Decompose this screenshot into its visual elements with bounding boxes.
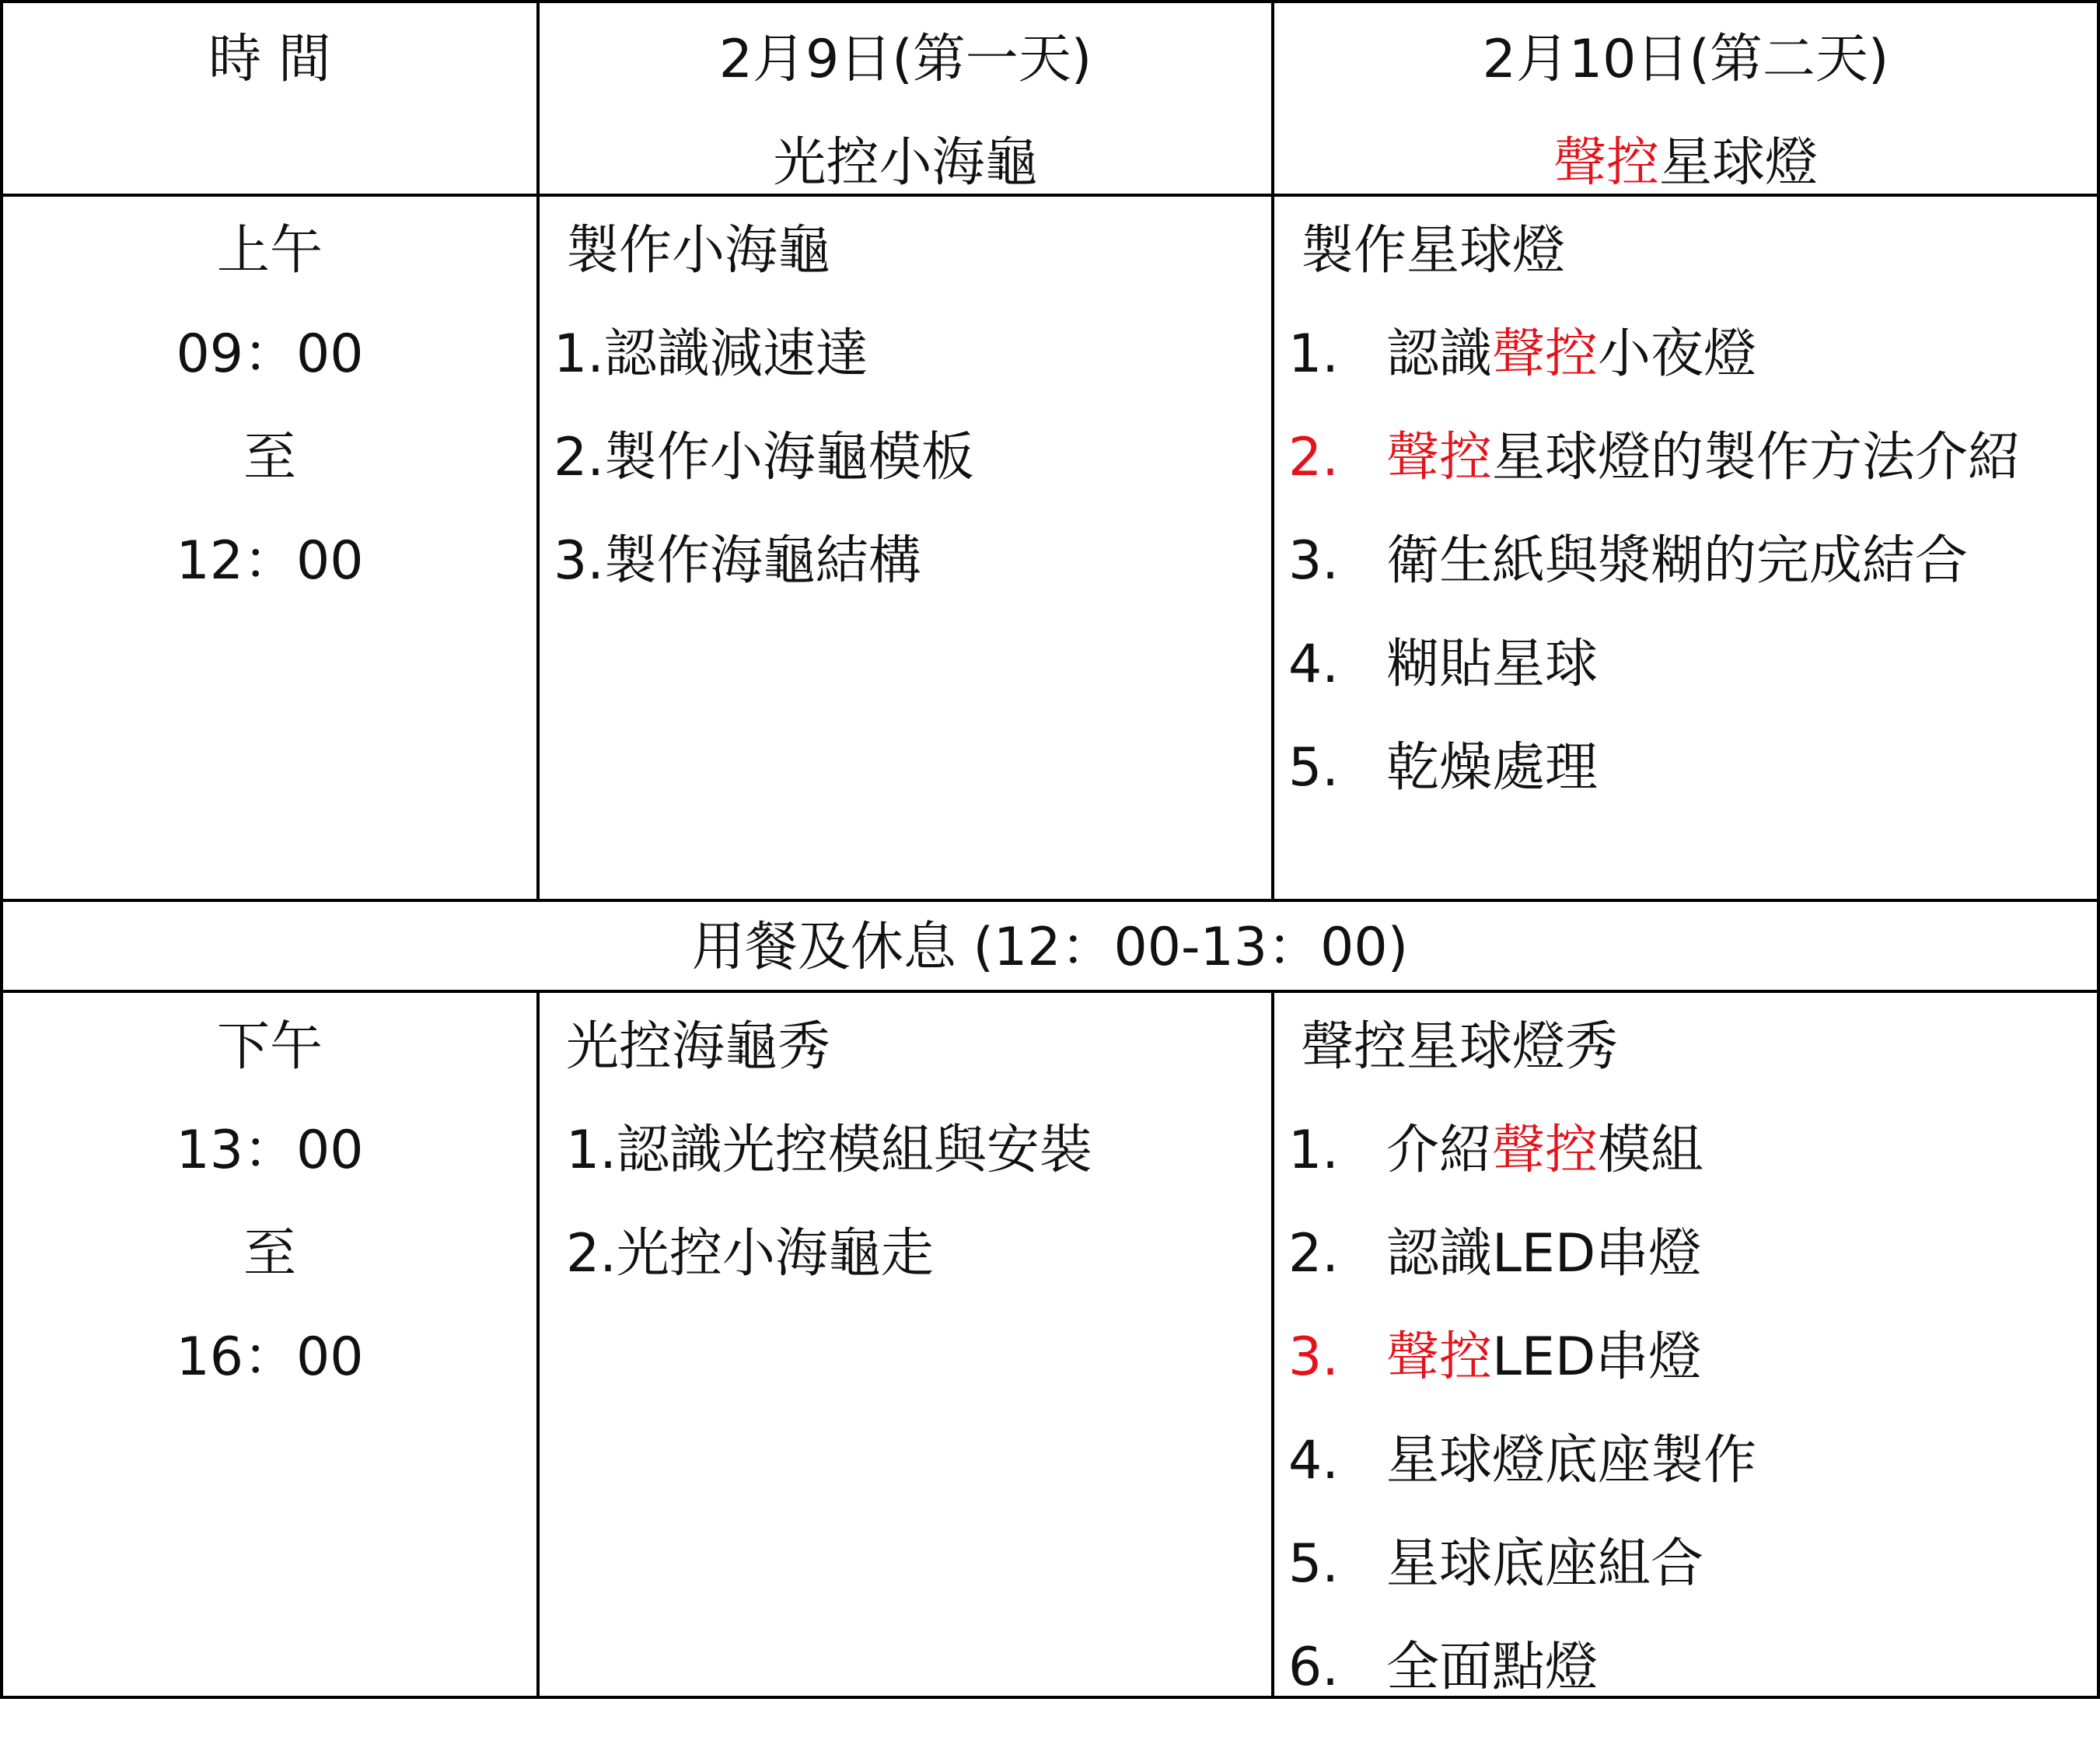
list-item xyxy=(1288,1409,2089,1512)
morning-end-time: 12：00 xyxy=(176,530,364,592)
list-item xyxy=(1288,302,2089,406)
time-header-label: 時 間 xyxy=(208,29,331,90)
afternoon-start-time: 13：00 xyxy=(176,1120,364,1181)
item-number: 5. xyxy=(1288,1533,1339,1595)
item-number: 2. xyxy=(1288,427,1339,488)
header-day2-cell xyxy=(1274,8,2097,215)
list-item xyxy=(1288,613,2089,716)
item-highlight: 聲控 xyxy=(1492,1120,1599,1181)
break-text: 用餐及休息 (12：00-13：00) xyxy=(691,917,1409,978)
border-break-bottom xyxy=(0,990,2100,993)
item-number: 4. xyxy=(1288,634,1339,695)
item-text: 乾燥處理 xyxy=(1386,737,1599,799)
break-cell xyxy=(3,905,2097,990)
list-item: 1.認識減速達 xyxy=(554,323,868,385)
list-item: 2.製作小海龜模板 xyxy=(554,427,974,488)
day1-date: 2月9日(第一天) xyxy=(718,29,1092,90)
item-highlight: 聲控 xyxy=(1492,323,1599,385)
item-text: 衛生紙與漿糊的完成結合 xyxy=(1386,530,1969,592)
item-text: 星球燈的製作方法介紹 xyxy=(1492,427,2021,488)
list-item xyxy=(1288,509,2089,613)
border-top xyxy=(0,0,2100,3)
item-number: 3. xyxy=(1288,530,1339,592)
afternoon-to: 至 xyxy=(243,1223,296,1284)
morning-period: 上午 xyxy=(216,220,323,281)
item-highlight: 聲控 xyxy=(1386,427,1493,488)
border-col2-lower xyxy=(1271,990,1274,1699)
item-text: 認識LED串燈 xyxy=(1386,1223,1702,1284)
item-text: 糊貼星球 xyxy=(1386,634,1599,695)
border-morning-bottom xyxy=(0,899,2100,902)
item-number: 6. xyxy=(1288,1637,1339,1698)
day1-theme: 光控小海龜 xyxy=(773,132,1038,194)
list-item xyxy=(1288,1616,2089,1719)
item-number: 1. xyxy=(1288,1120,1339,1181)
item-number: 4. xyxy=(1288,1430,1339,1491)
list-item: 3.製作海龜結構 xyxy=(554,530,921,592)
morning-day1-cell xyxy=(554,199,1261,613)
item-number: 5. xyxy=(1288,737,1339,799)
border-right xyxy=(2097,0,2100,1699)
item-highlight: 聲控 xyxy=(1386,1326,1493,1388)
list-item: 2.光控小海龜走 xyxy=(566,1223,934,1284)
morning-day1-title: 製作小海龜 xyxy=(566,220,831,281)
item-text: 認識 xyxy=(1386,323,1493,385)
list-item xyxy=(1288,1202,2089,1305)
header-time-cell xyxy=(3,8,536,111)
afternoon-day2-title: 聲控星球燈秀 xyxy=(1301,1016,1619,1078)
list-item xyxy=(1288,1305,2089,1409)
item-text: 星球底座組合 xyxy=(1386,1533,1704,1595)
day2-theme-text: 星球燈 xyxy=(1659,132,1819,194)
list-item: 1.認識光控模組與安裝 xyxy=(566,1120,1092,1181)
item-text: 星球燈底座製作 xyxy=(1386,1430,1757,1491)
item-text: 介紹 xyxy=(1386,1120,1493,1181)
item-text: 全面點燈 xyxy=(1386,1637,1599,1698)
afternoon-period: 下午 xyxy=(216,1016,323,1078)
header-day1-cell xyxy=(540,8,1271,215)
list-item xyxy=(1288,1099,2089,1202)
morning-time-cell xyxy=(3,199,536,613)
item-number: 2. xyxy=(1288,1223,1339,1284)
morning-start-time: 09：00 xyxy=(176,323,364,385)
item-number: 3. xyxy=(1288,1326,1339,1388)
morning-day2-title: 製作星球燈 xyxy=(1301,220,1566,281)
afternoon-end-time: 16：00 xyxy=(176,1326,364,1388)
item-text: 模組 xyxy=(1598,1120,1704,1181)
morning-day2-cell xyxy=(1288,199,2089,820)
afternoon-time-cell xyxy=(3,995,536,1409)
afternoon-day1-cell xyxy=(554,995,1261,1305)
list-item xyxy=(1288,406,2089,509)
item-text: 小夜燈 xyxy=(1598,323,1757,385)
morning-to: 至 xyxy=(243,427,296,488)
day2-date: 2月10日(第二天) xyxy=(1482,29,1889,90)
afternoon-day2-cell xyxy=(1288,995,2089,1719)
item-text: LED串燈 xyxy=(1492,1326,1702,1388)
list-item xyxy=(1288,1512,2089,1616)
list-item xyxy=(1288,716,2089,820)
item-number: 1. xyxy=(1288,323,1339,385)
afternoon-day1-title: 光控海龜秀 xyxy=(566,1016,831,1078)
day2-theme-highlight: 聲控 xyxy=(1553,132,1659,194)
border-col1-lower xyxy=(536,990,540,1699)
